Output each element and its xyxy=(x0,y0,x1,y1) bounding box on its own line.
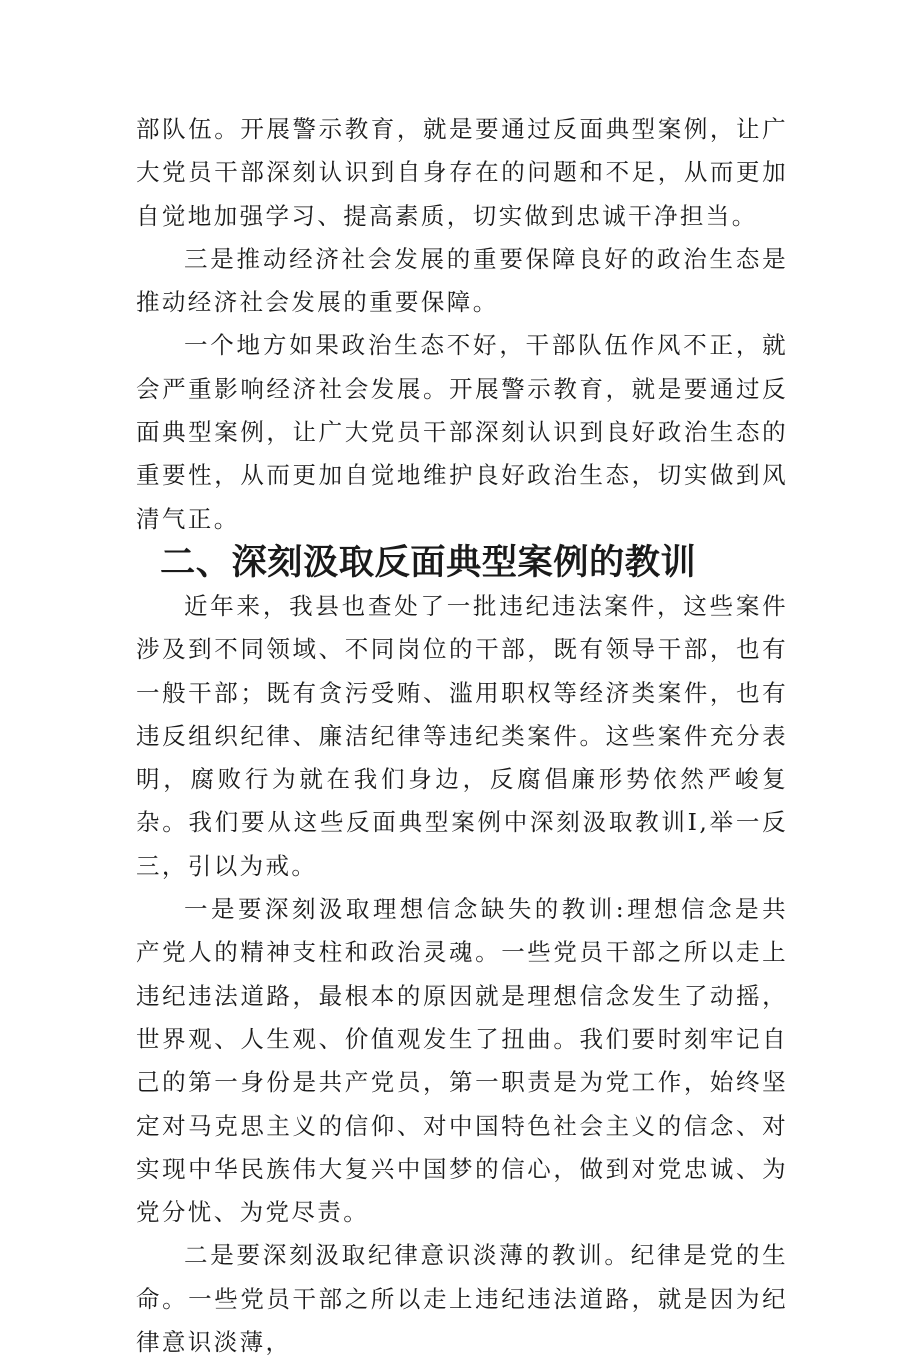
paragraph-political-ecology-guarantee: 三是推动经济社会发展的重要保障良好的政治生态是推动经济社会发展的重要保障。 xyxy=(136,244,788,317)
section-heading-lessons: 二、深刻汲取反面典型案例的教训 xyxy=(160,541,697,583)
paragraph-recent-cases: 近年来，我县也查处了一批违纪违法案件，这些案件涉及到不同领域、不同岗位的干部，既有领导干部，也有一般干部；既有贪污受贿、滥用职权等经济类案件，也有违反组织纪律、廉洁纪律等违纪类案件。这些案件充分表明，腐败行为就在我们身边，反腐倡廉形势依然严峻复杂。我们要从这些反面典型案例中深刻汲取教训I,举一反三，引以为戒。 xyxy=(136,591,788,880)
paragraph-discipline-lesson: 二是要深刻汲取纪律意识淡薄的教训。纪律是党的生命。一些党员干部之所以走上违纪违法道路，就是因为纪律意识淡薄， xyxy=(136,1241,788,1357)
paragraph-continuation: 部队伍。开展警示教育，就是要通过反面典型案例，让广大党员干部深刻认识到自身存在的问题和不足，从而更加自觉地加强学习、提高素质，切实做到忠诚干净担当。 xyxy=(136,115,788,230)
paragraph-ideals-lesson: 一是要深刻汲取理想信念缺失的教训:理想信念是共产党人的精神支柱和政治灵魂。一些党员干部之所以走上违纪违法道路，最根本的原因就是理想信念发生了动摇，世界观、人生观、价值观发生了扭曲。我们要时刻牢记自己的第一身份是共产党员，第一职责是为党工作，始终坚定对马克思主义的信仰、对中国特色社会主义的信念、对实现中华民族伟大复兴中国梦的信心，做到对党忠诚、为党分忧、为党尽责。 xyxy=(136,895,788,1227)
paragraph-political-ecology-impact: 一个地方如果政治生态不好，干部队伍作风不正，就会严重影响经济社会发展。开展警示教育，就是要通过反面典型案例，让广大党员干部深刻认识到良好政治生态的重要性，从而更加自觉地维护良好政治生态，切实做到风清气正。 xyxy=(136,331,788,533)
document-body xyxy=(136,108,788,1364)
